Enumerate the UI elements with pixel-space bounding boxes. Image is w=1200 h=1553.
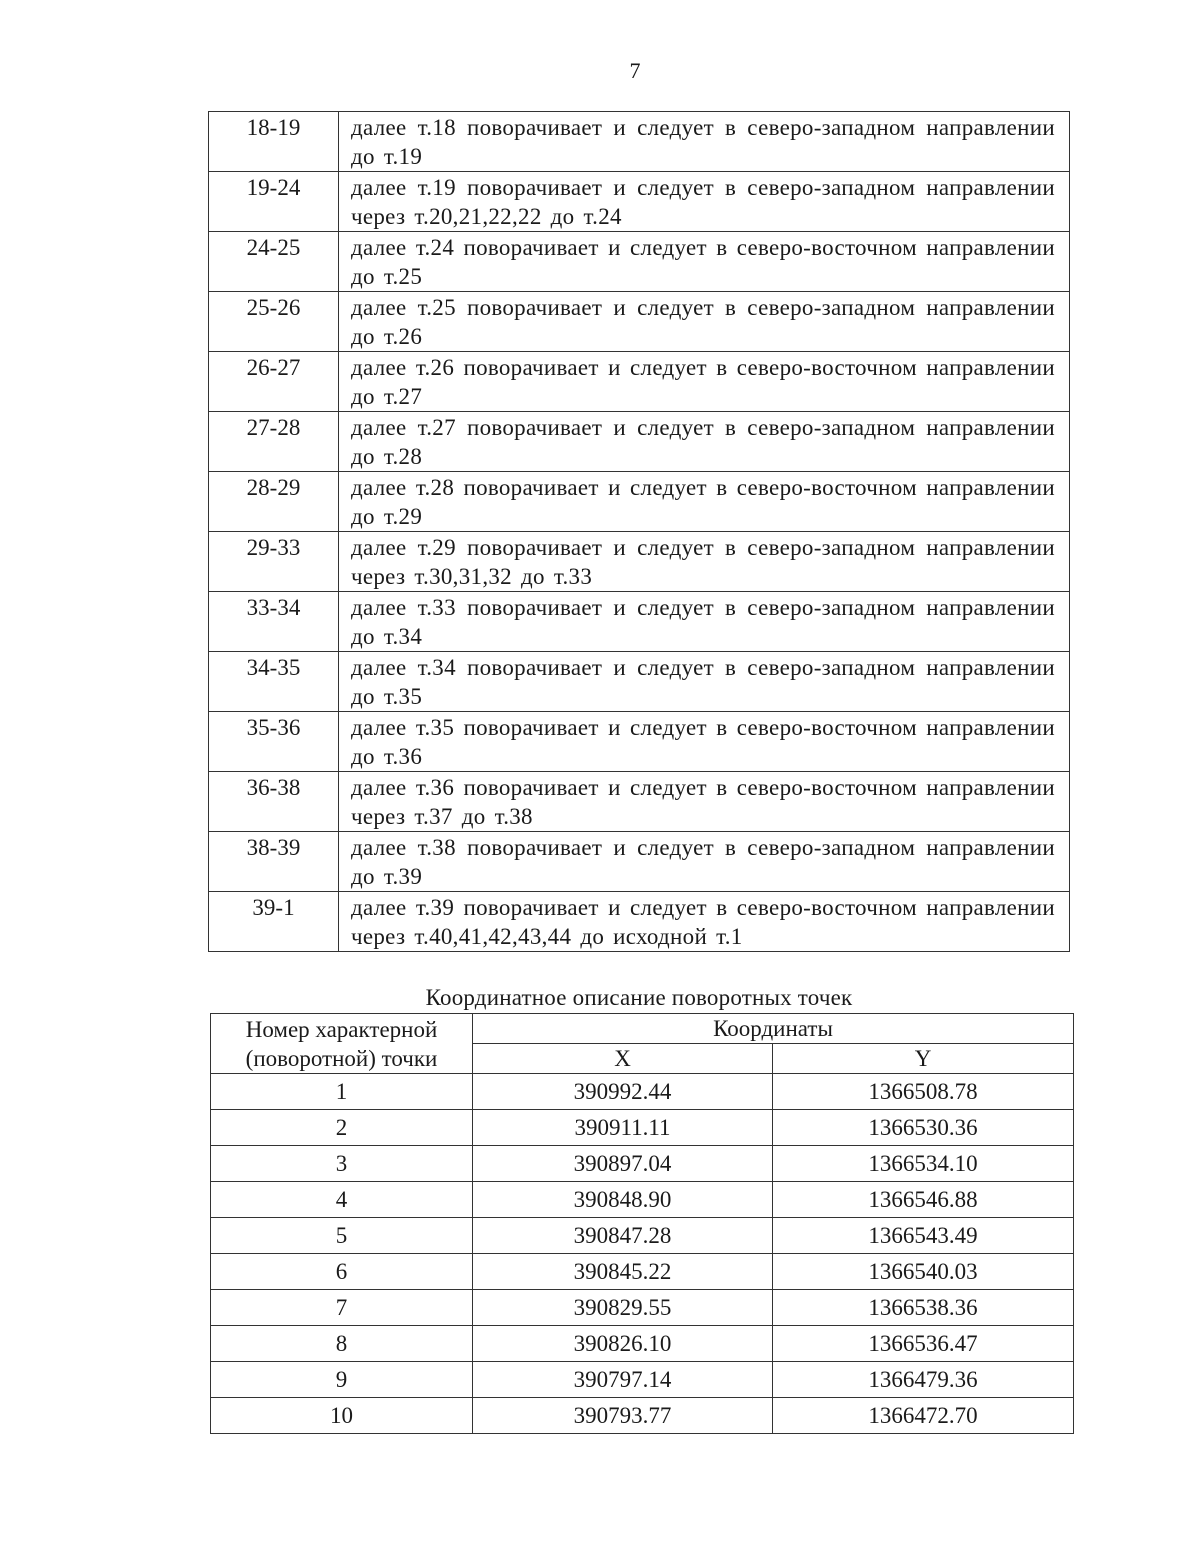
boundary-segments-table — [208, 111, 1070, 952]
y-coordinate: 1366479.36 — [773, 1362, 1074, 1398]
coordinate-row — [211, 1326, 1074, 1362]
segment-id: 19-24 — [209, 172, 339, 232]
segment-description: далее т.36 поворачивает и следует в северо-восточном направлении через т.37 до т.38 — [339, 772, 1070, 832]
y-header: Y — [773, 1044, 1074, 1074]
segment-row — [209, 232, 1070, 292]
segment-description: далее т.38 поворачивает и следует в северо-западном направлении до т.39 — [339, 832, 1070, 892]
y-coordinate: 1366530.36 — [773, 1110, 1074, 1146]
y-coordinate: 1366534.10 — [773, 1146, 1074, 1182]
segment-row — [209, 532, 1070, 592]
coordinate-row — [211, 1254, 1074, 1290]
point-number-header — [211, 1014, 473, 1074]
x-coordinate: 390897.04 — [473, 1146, 773, 1182]
segment-id: 38-39 — [209, 832, 339, 892]
coordinate-row — [211, 1074, 1074, 1110]
segment-description: далее т.35 поворачивает и следует в северо-восточном направлении до т.36 — [339, 712, 1070, 772]
x-coordinate: 390793.77 — [473, 1398, 773, 1434]
segment-id: 27-28 — [209, 412, 339, 472]
point-number: 2 — [211, 1110, 473, 1146]
x-coordinate: 390911.11 — [473, 1110, 773, 1146]
segment-description: далее т.18 поворачивает и следует в северо-западном направлении до т.19 — [339, 112, 1070, 172]
segment-id: 24-25 — [209, 232, 339, 292]
y-coordinate: 1366538.36 — [773, 1290, 1074, 1326]
x-coordinate: 390848.90 — [473, 1182, 773, 1218]
segment-row — [209, 592, 1070, 652]
coordinate-row — [211, 1110, 1074, 1146]
segment-description: далее т.24 поворачивает и следует в северо-восточном направлении до т.25 — [339, 232, 1070, 292]
segment-description: далее т.39 поворачивает и следует в северо-восточном направлении через т.40,41,42,43,44 до исходной т.1 — [339, 892, 1070, 952]
coordinate-row — [211, 1398, 1074, 1434]
segment-row — [209, 412, 1070, 472]
segment-id: 25-26 — [209, 292, 339, 352]
x-coordinate: 390992.44 — [473, 1074, 773, 1110]
point-number: 7 — [211, 1290, 473, 1326]
point-number: 6 — [211, 1254, 473, 1290]
page-number: 7 — [629, 58, 641, 83]
segment-row — [209, 112, 1070, 172]
x-coordinate: 390847.28 — [473, 1218, 773, 1254]
segment-id: 39-1 — [209, 892, 339, 952]
segment-description: далее т.27 поворачивает и следует в северо-западном направлении до т.28 — [339, 412, 1070, 472]
x-coordinate: 390826.10 — [473, 1326, 773, 1362]
y-coordinate: 1366546.88 — [773, 1182, 1074, 1218]
y-coordinate: 1366543.49 — [773, 1218, 1074, 1254]
segment-row — [209, 352, 1070, 412]
point-number: 10 — [211, 1398, 473, 1434]
y-coordinate: 1366536.47 — [773, 1326, 1074, 1362]
segment-id: 33-34 — [209, 592, 339, 652]
point-number: 3 — [211, 1146, 473, 1182]
segment-id: 35-36 — [209, 712, 339, 772]
x-coordinate: 390797.14 — [473, 1362, 773, 1398]
segment-description: далее т.29 поворачивает и следует в северо-западном направлении через т.30,31,32 до т.33 — [339, 532, 1070, 592]
segment-description: далее т.25 поворачивает и следует в северо-западном направлении до т.26 — [339, 292, 1070, 352]
segment-row — [209, 772, 1070, 832]
segment-description: далее т.33 поворачивает и следует в северо-западном направлении до т.34 — [339, 592, 1070, 652]
point-number: 5 — [211, 1218, 473, 1254]
x-coordinate: 390829.55 — [473, 1290, 773, 1326]
point-number: 9 — [211, 1362, 473, 1398]
y-coordinate: 1366508.78 — [773, 1074, 1074, 1110]
point-number: 4 — [211, 1182, 473, 1218]
coordinate-row — [211, 1218, 1074, 1254]
segment-description: далее т.34 поворачивает и следует в северо-западном направлении до т.35 — [339, 652, 1070, 712]
point-number-header-line1: Номер характерной — [245, 1016, 438, 1042]
coordinates-table — [210, 1013, 1074, 1434]
point-number: 1 — [211, 1074, 473, 1110]
point-number: 8 — [211, 1326, 473, 1362]
segment-description: далее т.19 поворачивает и следует в северо-западном направлении через т.20,21,22,22 до т.24 — [339, 172, 1070, 232]
segment-description: далее т.28 поворачивает и следует в северо-восточном направлении до т.29 — [339, 472, 1070, 532]
segment-row — [209, 712, 1070, 772]
segment-row — [209, 832, 1070, 892]
segment-id: 36-38 — [209, 772, 339, 832]
coordinates-header: Координаты — [473, 1014, 1074, 1044]
coordinate-row — [211, 1182, 1074, 1218]
segment-row — [209, 472, 1070, 532]
x-header: X — [473, 1044, 773, 1074]
segment-id: 18-19 — [209, 112, 339, 172]
coordinate-row — [211, 1362, 1074, 1398]
segment-row — [209, 292, 1070, 352]
coordinate-row — [211, 1146, 1074, 1182]
segment-row — [209, 652, 1070, 712]
segment-id: 26-27 — [209, 352, 339, 412]
point-number-header-line2: (поворотной) точки — [245, 1045, 438, 1071]
segment-row — [209, 892, 1070, 952]
y-coordinate: 1366472.70 — [773, 1398, 1074, 1434]
segment-id: 34-35 — [209, 652, 339, 712]
y-coordinate: 1366540.03 — [773, 1254, 1074, 1290]
segment-id: 28-29 — [209, 472, 339, 532]
segment-row — [209, 172, 1070, 232]
coordinates-table-title: Координатное описание поворотных точек — [425, 985, 853, 1010]
segment-description: далее т.26 поворачивает и следует в северо-восточном направлении до т.27 — [339, 352, 1070, 412]
x-coordinate: 390845.22 — [473, 1254, 773, 1290]
coordinate-row — [211, 1290, 1074, 1326]
segment-id: 29-33 — [209, 532, 339, 592]
